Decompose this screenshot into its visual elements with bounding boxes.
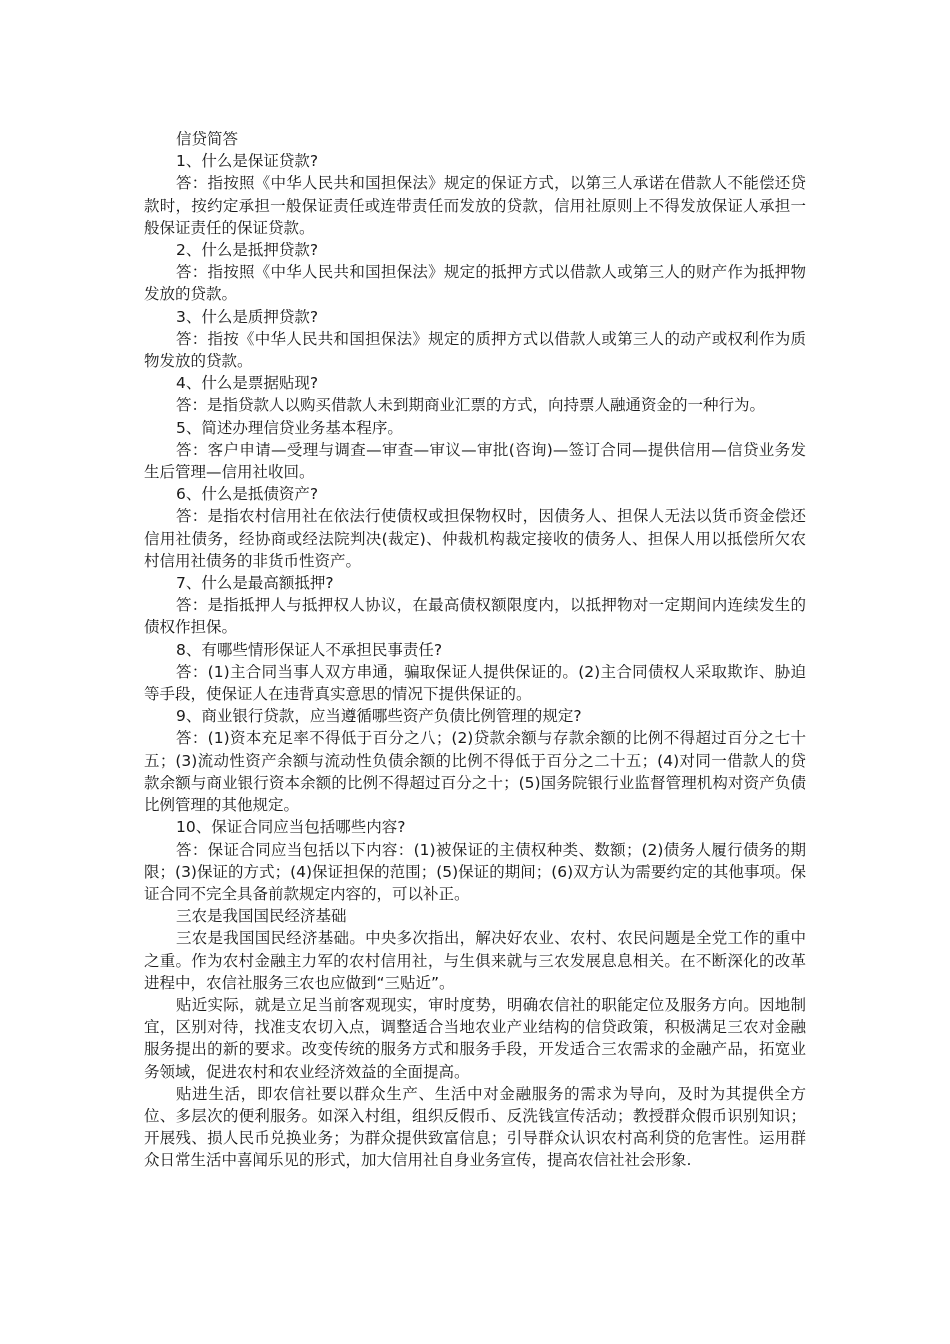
- question-9: 9、商业银行贷款，应当遵循哪些资产负债比例管理的规定?: [176, 707, 582, 726]
- answer-3: 答：指按《中华人民共和国担保法》规定的质押方式以借款人或第三人的动产或权利作为质物发放的贷款。: [144, 329, 806, 371]
- answer-1: 答：指按照《中华人民共和国担保法》规定的保证方式，以第三人承诺在借款人不能偿还贷款时，按约定承担一般保证责任或连带责任而发放的贷款，信用社原则上不得发放保证人承担一般保证责任的保证贷款。: [144, 174, 806, 237]
- question-6: 6、什么是抵债资产?: [176, 485, 319, 504]
- question-7: 7、什么是最高额抵押?: [176, 574, 334, 593]
- answer-4: 答：是指贷款人以购买借款人未到期商业汇票的方式，向持票人融通资金的一种行为。: [176, 396, 766, 415]
- question-4: 4、什么是票据贴现?: [176, 374, 319, 393]
- section-paragraph-3: 贴进生活，即农信社要以群众生产、生活中对金融服务的需求为导向，及时为其提供全方位、多层次的便利服务。如深入村组，组织反假币、反洗钱宣传活动；教授群众假币识别知识；开展残、损人民币兑换业务；为群众提供致富信息；引导群众认识农村高利贷的危害性。运用群众日常生活中喜闻乐见的形式，加大信用社自身业务宣传，提高农信社社会形象.: [144, 1084, 806, 1170]
- answer-2: 答：指按照《中华人民共和国担保法》规定的抵押方式以借款人或第三人的财产作为抵押物发放的贷款。: [144, 263, 806, 304]
- question-8: 8、有哪些情形保证人不承担民事责任?: [176, 640, 443, 659]
- question-1: 1、什么是保证贷款?: [176, 152, 319, 171]
- document-body: [144, 128, 806, 1172]
- section-heading: 三农是我国国民经济基础: [176, 907, 347, 926]
- answer-9: 答：(1)资本充足率不得低于百分之八；(2)贷款余额与存款余额的比例不得超过百分之七十五；(3)流动性资产余额与流动性负债余额的比例不得低于百分之二十五；(4)对同一借款人的贷款余额与商业银行资本余额的比例不得超过百分之十；(5)国务院银行业监督管理机构对资产负债比例管理的其他规定。: [144, 729, 806, 815]
- answer-5: 答：客户申请—受理与调查—审查—审议—审批(咨询)—签订合同—提供信用—信贷业务发生后管理—信用社收回。: [144, 440, 806, 482]
- question-2: 2、什么是抵押贷款?: [176, 241, 319, 260]
- section-paragraph-1: 三农是我国国民经济基础。中央多次指出，解决好农业、农村、农民问题是全党工作的重中之重。作为农村金融主力军的农村信用社，与生俱来就与三农发展息息相关。在不断深化的改革进程中，农信社服务三农也应做到“三贴近”。: [144, 929, 806, 992]
- answer-7: 答：是指抵押人与抵押权人协议，在最高债权额限度内，以抵押物对一定期间内连续发生的债权作担保。: [144, 596, 806, 637]
- doc-title: 信贷简答: [176, 130, 239, 148]
- question-3: 3、什么是质押贷款?: [176, 307, 319, 326]
- question-5: 5、简述办理信贷业务基本程序。: [176, 418, 403, 437]
- section-paragraph-2: 贴近实际，就是立足当前客观现实，审时度势，明确农信社的职能定位及服务方向。因地制宜，区别对待，找准支农切入点，调整适合当地农业产业结构的信贷政策，积极满足三农对金融服务提出的新的要求。改变传统的服务方式和服务手段，开发适合三农需求的金融产品，拓宽业务领域，促进农村和农业经济效益的全面提高。: [144, 995, 806, 1081]
- question-10: 10、保证合同应当包括哪些内容?: [176, 818, 406, 837]
- answer-10: 答：保证合同应当包括以下内容：(1)被保证的主债权种类、数额；(2)债务人履行债务的期限；(3)保证的方式；(4)保证担保的范围；(5)保证的期间；(6)双方认为需要约定的其他事项。保证合同不完全具备前款规定内容的，可以补正。: [144, 840, 806, 903]
- answer-8: 答：(1)主合同当事人双方串通，骗取保证人提供保证的。(2)主合同债权人采取欺诈、胁迫等手段，使保证人在违背真实意思的情况下提供保证的。: [144, 662, 806, 704]
- answer-6: 答：是指农村信用社在依法行使债权或担保物权时，因债务人、担保人无法以货币资金偿还信用社债务，经协商或经法院判决(裁定)、仲裁机构裁定接收的债务人、担保人用以抵偿所欠农村信用社债务的非货币性资产。: [144, 507, 806, 570]
